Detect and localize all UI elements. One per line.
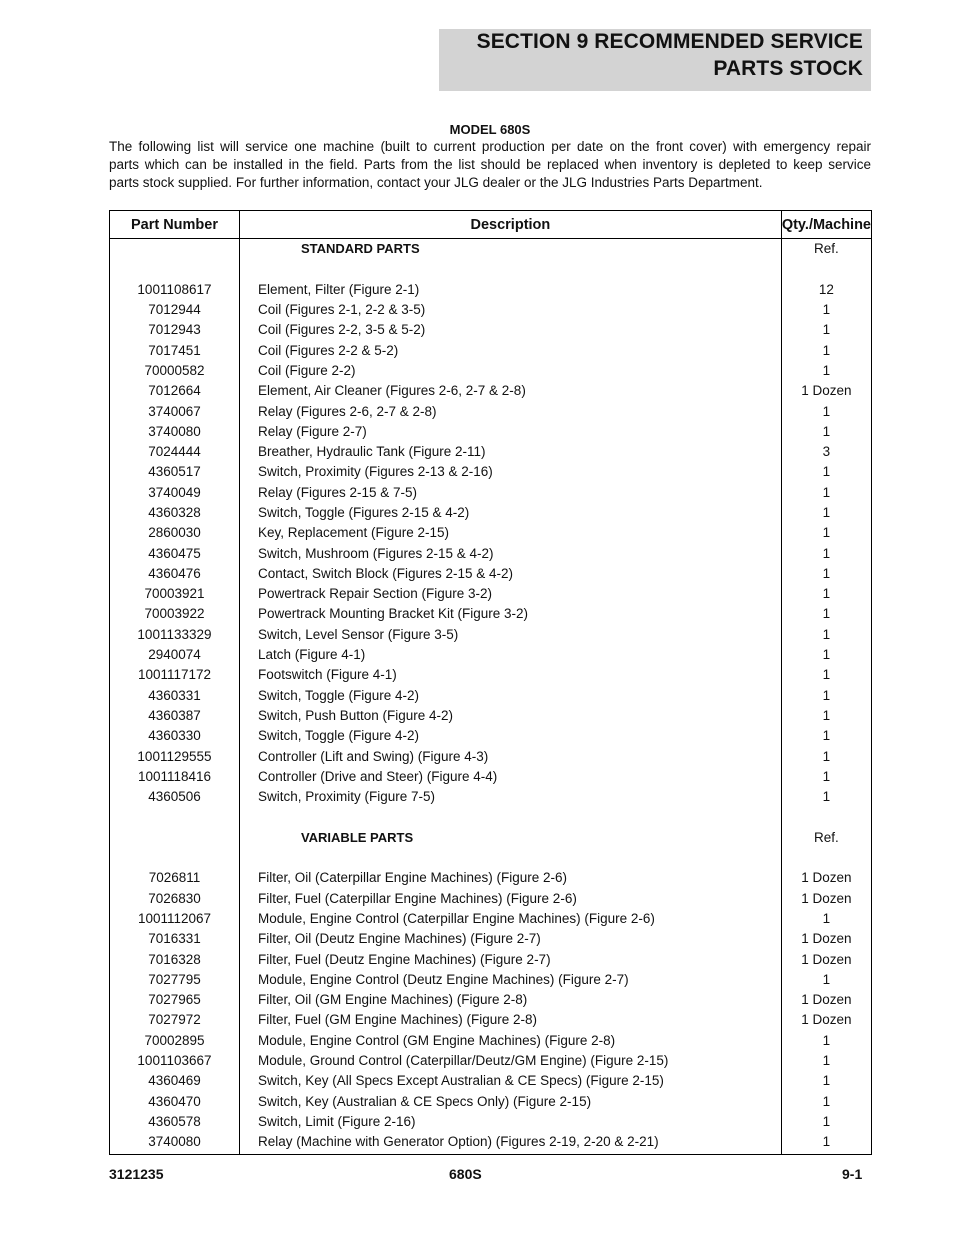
- description-cell: Relay (Figures 2-15 & 7-5): [239, 483, 781, 503]
- part-number-cell: 4360387: [110, 706, 240, 726]
- part-number-cell: 2860030: [110, 523, 240, 543]
- table-row: [110, 970, 872, 990]
- table-row: [110, 543, 872, 563]
- description-cell: Module, Engine Control (Deutz Engine Machines) (Figure 2-7): [239, 970, 781, 990]
- table-row: [110, 483, 872, 503]
- table-row: [110, 259, 872, 279]
- part-number-cell: 4360475: [110, 543, 240, 563]
- quantity-cell: 1 Dozen: [781, 889, 871, 909]
- intro-line: The following list will service one machine (built to current production per date on the front cover) with emergency repair: [109, 139, 871, 154]
- quantity-cell: 1 Dozen: [781, 868, 871, 888]
- part-number-cell: [110, 239, 240, 260]
- description-cell: Filter, Oil (Deutz Engine Machines) (Figure 2-7): [239, 929, 781, 949]
- quantity-cell: 1: [781, 1031, 871, 1051]
- quantity-cell: 1: [781, 543, 871, 563]
- column-header-description: Description: [239, 211, 781, 239]
- intro-line: parts stock supplied. For further information, contact your JLG dealer or the JLG Industries Parts Department.: [109, 175, 763, 190]
- quantity-cell: Ref.: [781, 828, 871, 848]
- quantity-cell: 1: [781, 1051, 871, 1071]
- description-cell: Switch, Key (Australian & CE Specs Only) (Figure 2-15): [239, 1091, 781, 1111]
- description-cell: Coil (Figure 2-2): [239, 361, 781, 381]
- description-cell: Breather, Hydraulic Tank (Figure 2-11): [239, 442, 781, 462]
- part-number-cell: 1001133329: [110, 625, 240, 645]
- part-number-cell: 7027972: [110, 1010, 240, 1030]
- quantity-cell: 1 Dozen: [781, 1010, 871, 1030]
- table-row: [110, 523, 872, 543]
- description-cell: Module, Engine Control (Caterpillar Engine Machines) (Figure 2-6): [239, 909, 781, 929]
- table-row: [110, 1031, 872, 1051]
- description-cell: Controller (Lift and Swing) (Figure 4-3): [239, 746, 781, 766]
- description-cell: Powertrack Repair Section (Figure 3-2): [239, 584, 781, 604]
- table-row: [110, 442, 872, 462]
- table-row: [110, 767, 872, 787]
- part-number-cell: 7024444: [110, 442, 240, 462]
- description-cell: Filter, Fuel (Deutz Engine Machines) (Figure 2-7): [239, 949, 781, 969]
- column-header-part-number: Part Number: [110, 211, 240, 239]
- part-number-cell: 7026811: [110, 868, 240, 888]
- part-number-cell: 7026830: [110, 889, 240, 909]
- quantity-cell: 1: [781, 483, 871, 503]
- description-cell: Coil (Figures 2-2, 3-5 & 5-2): [239, 320, 781, 340]
- part-number-cell: 1001129555: [110, 746, 240, 766]
- table-row: [110, 462, 872, 482]
- description-cell: Relay (Machine with Generator Option) (Figures 2-19, 2-20 & 2-21): [239, 1132, 781, 1155]
- part-number-cell: 1001118416: [110, 767, 240, 787]
- quantity-cell: 1: [781, 909, 871, 929]
- quantity-cell: 1: [781, 523, 871, 543]
- part-number-cell: 70003922: [110, 604, 240, 624]
- quantity-cell: 3: [781, 442, 871, 462]
- footer-model: 680S: [449, 1166, 482, 1182]
- table-row: [110, 665, 872, 685]
- table-header-row: [110, 211, 872, 239]
- table-row: [110, 625, 872, 645]
- table-row: [110, 990, 872, 1010]
- table-row: [110, 300, 872, 320]
- table-row: [110, 1010, 872, 1030]
- table-row: [110, 746, 872, 766]
- section-title-line2: PARTS STOCK: [713, 57, 863, 80]
- quantity-cell: 1: [781, 401, 871, 421]
- description-cell: [239, 848, 781, 868]
- description-cell: Latch (Figure 4-1): [239, 645, 781, 665]
- quantity-cell: 1: [781, 1091, 871, 1111]
- intro-line: parts which can be installed in the field. Parts from the list should be replaced when inventory is depleted to keep service: [109, 157, 871, 172]
- quantity-cell: 1: [781, 746, 871, 766]
- part-number-cell: 7012664: [110, 381, 240, 401]
- part-number-cell: 4360578: [110, 1112, 240, 1132]
- table-row: [110, 381, 872, 401]
- description-cell: Relay (Figures 2-6, 2-7 & 2-8): [239, 401, 781, 421]
- part-number-cell: 1001108617: [110, 280, 240, 300]
- section-row: [110, 239, 872, 260]
- model-heading: MODEL 680S: [449, 122, 531, 137]
- table-row: [110, 787, 872, 807]
- quantity-cell: 1: [781, 564, 871, 584]
- part-number-cell: 3740080: [110, 422, 240, 442]
- part-number-cell: 4360476: [110, 564, 240, 584]
- table-row: [110, 686, 872, 706]
- quantity-cell: Ref.: [781, 239, 871, 260]
- table-row: [110, 1051, 872, 1071]
- quantity-cell: 1: [781, 340, 871, 360]
- section-row: [110, 828, 872, 848]
- table-row: [110, 584, 872, 604]
- quantity-cell: 1: [781, 970, 871, 990]
- description-cell: Powertrack Mounting Bracket Kit (Figure 3-2): [239, 604, 781, 624]
- description-cell: [239, 807, 781, 827]
- table-row: [110, 422, 872, 442]
- section-title-banner: [439, 29, 871, 91]
- quantity-cell: 1: [781, 787, 871, 807]
- table-row: [110, 340, 872, 360]
- table-row: [110, 401, 872, 421]
- description-cell: Switch, Toggle (Figures 2-15 & 4-2): [239, 503, 781, 523]
- part-number-cell: 4360330: [110, 726, 240, 746]
- description-cell: Coil (Figures 2-2 & 5-2): [239, 340, 781, 360]
- description-cell: Switch, Level Sensor (Figure 3-5): [239, 625, 781, 645]
- quantity-cell: 1: [781, 320, 871, 340]
- description-cell: Element, Air Cleaner (Figures 2-6, 2-7 & 2-8): [239, 381, 781, 401]
- part-number-cell: [110, 259, 240, 279]
- parts-table: [109, 210, 872, 1155]
- part-number-cell: 7027795: [110, 970, 240, 990]
- quantity-cell: 1: [781, 604, 871, 624]
- table-row: [110, 929, 872, 949]
- table-row: [110, 361, 872, 381]
- table-row: [110, 645, 872, 665]
- part-number-cell: 4360517: [110, 462, 240, 482]
- quantity-cell: 1: [781, 503, 871, 523]
- description-cell: Switch, Mushroom (Figures 2-15 & 4-2): [239, 543, 781, 563]
- part-number-cell: 4360470: [110, 1091, 240, 1111]
- description-cell: Filter, Oil (Caterpillar Engine Machines) (Figure 2-6): [239, 868, 781, 888]
- part-number-cell: 3740049: [110, 483, 240, 503]
- quantity-cell: 1: [781, 300, 871, 320]
- quantity-cell: 1: [781, 584, 871, 604]
- quantity-cell: 1: [781, 462, 871, 482]
- table-row: [110, 949, 872, 969]
- table-row: [110, 1132, 872, 1155]
- part-number-cell: 3740080: [110, 1132, 240, 1155]
- quantity-cell: 1 Dozen: [781, 929, 871, 949]
- part-number-cell: 7012943: [110, 320, 240, 340]
- table-row: [110, 564, 872, 584]
- description-cell: Element, Filter (Figure 2-1): [239, 280, 781, 300]
- part-number-cell: [110, 828, 240, 848]
- quantity-cell: 1 Dozen: [781, 949, 871, 969]
- description-cell: Switch, Toggle (Figure 4-2): [239, 686, 781, 706]
- description-cell: Switch, Toggle (Figure 4-2): [239, 726, 781, 746]
- quantity-cell: 1: [781, 645, 871, 665]
- part-number-cell: 1001117172: [110, 665, 240, 685]
- section-heading-cell: VARIABLE PARTS: [239, 828, 781, 848]
- footer-page-number: 9-1: [842, 1166, 863, 1182]
- section-title-line1: SECTION 9 RECOMMENDED SERVICE: [476, 30, 863, 53]
- quantity-cell: 1: [781, 625, 871, 645]
- quantity-cell: 1: [781, 665, 871, 685]
- part-number-cell: 7017451: [110, 340, 240, 360]
- footer-doc-number: 3121235: [109, 1166, 164, 1182]
- table-row: [110, 1091, 872, 1111]
- description-cell: Coil (Figures 2-1, 2-2 & 3-5): [239, 300, 781, 320]
- description-cell: Switch, Push Button (Figure 4-2): [239, 706, 781, 726]
- description-cell: Contact, Switch Block (Figures 2-15 & 4-2): [239, 564, 781, 584]
- part-number-cell: 7016328: [110, 949, 240, 969]
- table-row: [110, 909, 872, 929]
- description-cell: Footswitch (Figure 4-1): [239, 665, 781, 685]
- part-number-cell: 3740067: [110, 401, 240, 421]
- part-number-cell: 4360328: [110, 503, 240, 523]
- table-row: [110, 1112, 872, 1132]
- part-number-cell: 7016331: [110, 929, 240, 949]
- part-number-cell: 4360506: [110, 787, 240, 807]
- description-cell: Filter, Fuel (GM Engine Machines) (Figure 2-8): [239, 1010, 781, 1030]
- description-cell: Switch, Proximity (Figure 7-5): [239, 787, 781, 807]
- description-cell: Switch, Limit (Figure 2-16): [239, 1112, 781, 1132]
- description-cell: Relay (Figure 2-7): [239, 422, 781, 442]
- part-number-cell: 4360331: [110, 686, 240, 706]
- intro-paragraph: [109, 138, 871, 192]
- description-cell: [239, 259, 781, 279]
- quantity-cell: [781, 807, 871, 827]
- description-cell: Switch, Proximity (Figures 2-13 & 2-16): [239, 462, 781, 482]
- quantity-cell: [781, 259, 871, 279]
- quantity-cell: 1: [781, 1112, 871, 1132]
- quantity-cell: 12: [781, 280, 871, 300]
- table-row: [110, 320, 872, 340]
- table-row: [110, 706, 872, 726]
- table-row: [110, 280, 872, 300]
- quantity-cell: 1: [781, 1071, 871, 1091]
- quantity-cell: 1 Dozen: [781, 990, 871, 1010]
- table-row: [110, 889, 872, 909]
- table-row: [110, 848, 872, 868]
- quantity-cell: [781, 848, 871, 868]
- part-number-cell: 7012944: [110, 300, 240, 320]
- quantity-cell: 1: [781, 361, 871, 381]
- parts-table-body: [110, 239, 872, 1155]
- quantity-cell: 1: [781, 1132, 871, 1155]
- quantity-cell: 1: [781, 686, 871, 706]
- description-cell: Controller (Drive and Steer) (Figure 4-4): [239, 767, 781, 787]
- quantity-cell: 1: [781, 706, 871, 726]
- table-row: [110, 807, 872, 827]
- section-heading-cell: STANDARD PARTS: [239, 239, 781, 260]
- part-number-cell: 70003921: [110, 584, 240, 604]
- table-row: [110, 1071, 872, 1091]
- table-row: [110, 503, 872, 523]
- table-row: [110, 726, 872, 746]
- description-cell: Filter, Oil (GM Engine Machines) (Figure 2-8): [239, 990, 781, 1010]
- quantity-cell: 1 Dozen: [781, 381, 871, 401]
- part-number-cell: 2940074: [110, 645, 240, 665]
- description-cell: Switch, Key (All Specs Except Australian & CE Specs) (Figure 2-15): [239, 1071, 781, 1091]
- table-row: [110, 604, 872, 624]
- part-number-cell: 70002895: [110, 1031, 240, 1051]
- column-header-qty: Qty./Machine: [781, 211, 871, 239]
- quantity-cell: 1: [781, 726, 871, 746]
- description-cell: Key, Replacement (Figure 2-15): [239, 523, 781, 543]
- quantity-cell: 1: [781, 767, 871, 787]
- description-cell: Filter, Fuel (Caterpillar Engine Machines) (Figure 2-6): [239, 889, 781, 909]
- table-row: [110, 868, 872, 888]
- part-number-cell: [110, 807, 240, 827]
- part-number-cell: 70000582: [110, 361, 240, 381]
- description-cell: Module, Engine Control (GM Engine Machines) (Figure 2-8): [239, 1031, 781, 1051]
- part-number-cell: 1001103667: [110, 1051, 240, 1071]
- description-cell: Module, Ground Control (Caterpillar/Deutz/GM Engine) (Figure 2-15): [239, 1051, 781, 1071]
- part-number-cell: [110, 848, 240, 868]
- part-number-cell: 7027965: [110, 990, 240, 1010]
- part-number-cell: 4360469: [110, 1071, 240, 1091]
- part-number-cell: 1001112067: [110, 909, 240, 929]
- quantity-cell: 1: [781, 422, 871, 442]
